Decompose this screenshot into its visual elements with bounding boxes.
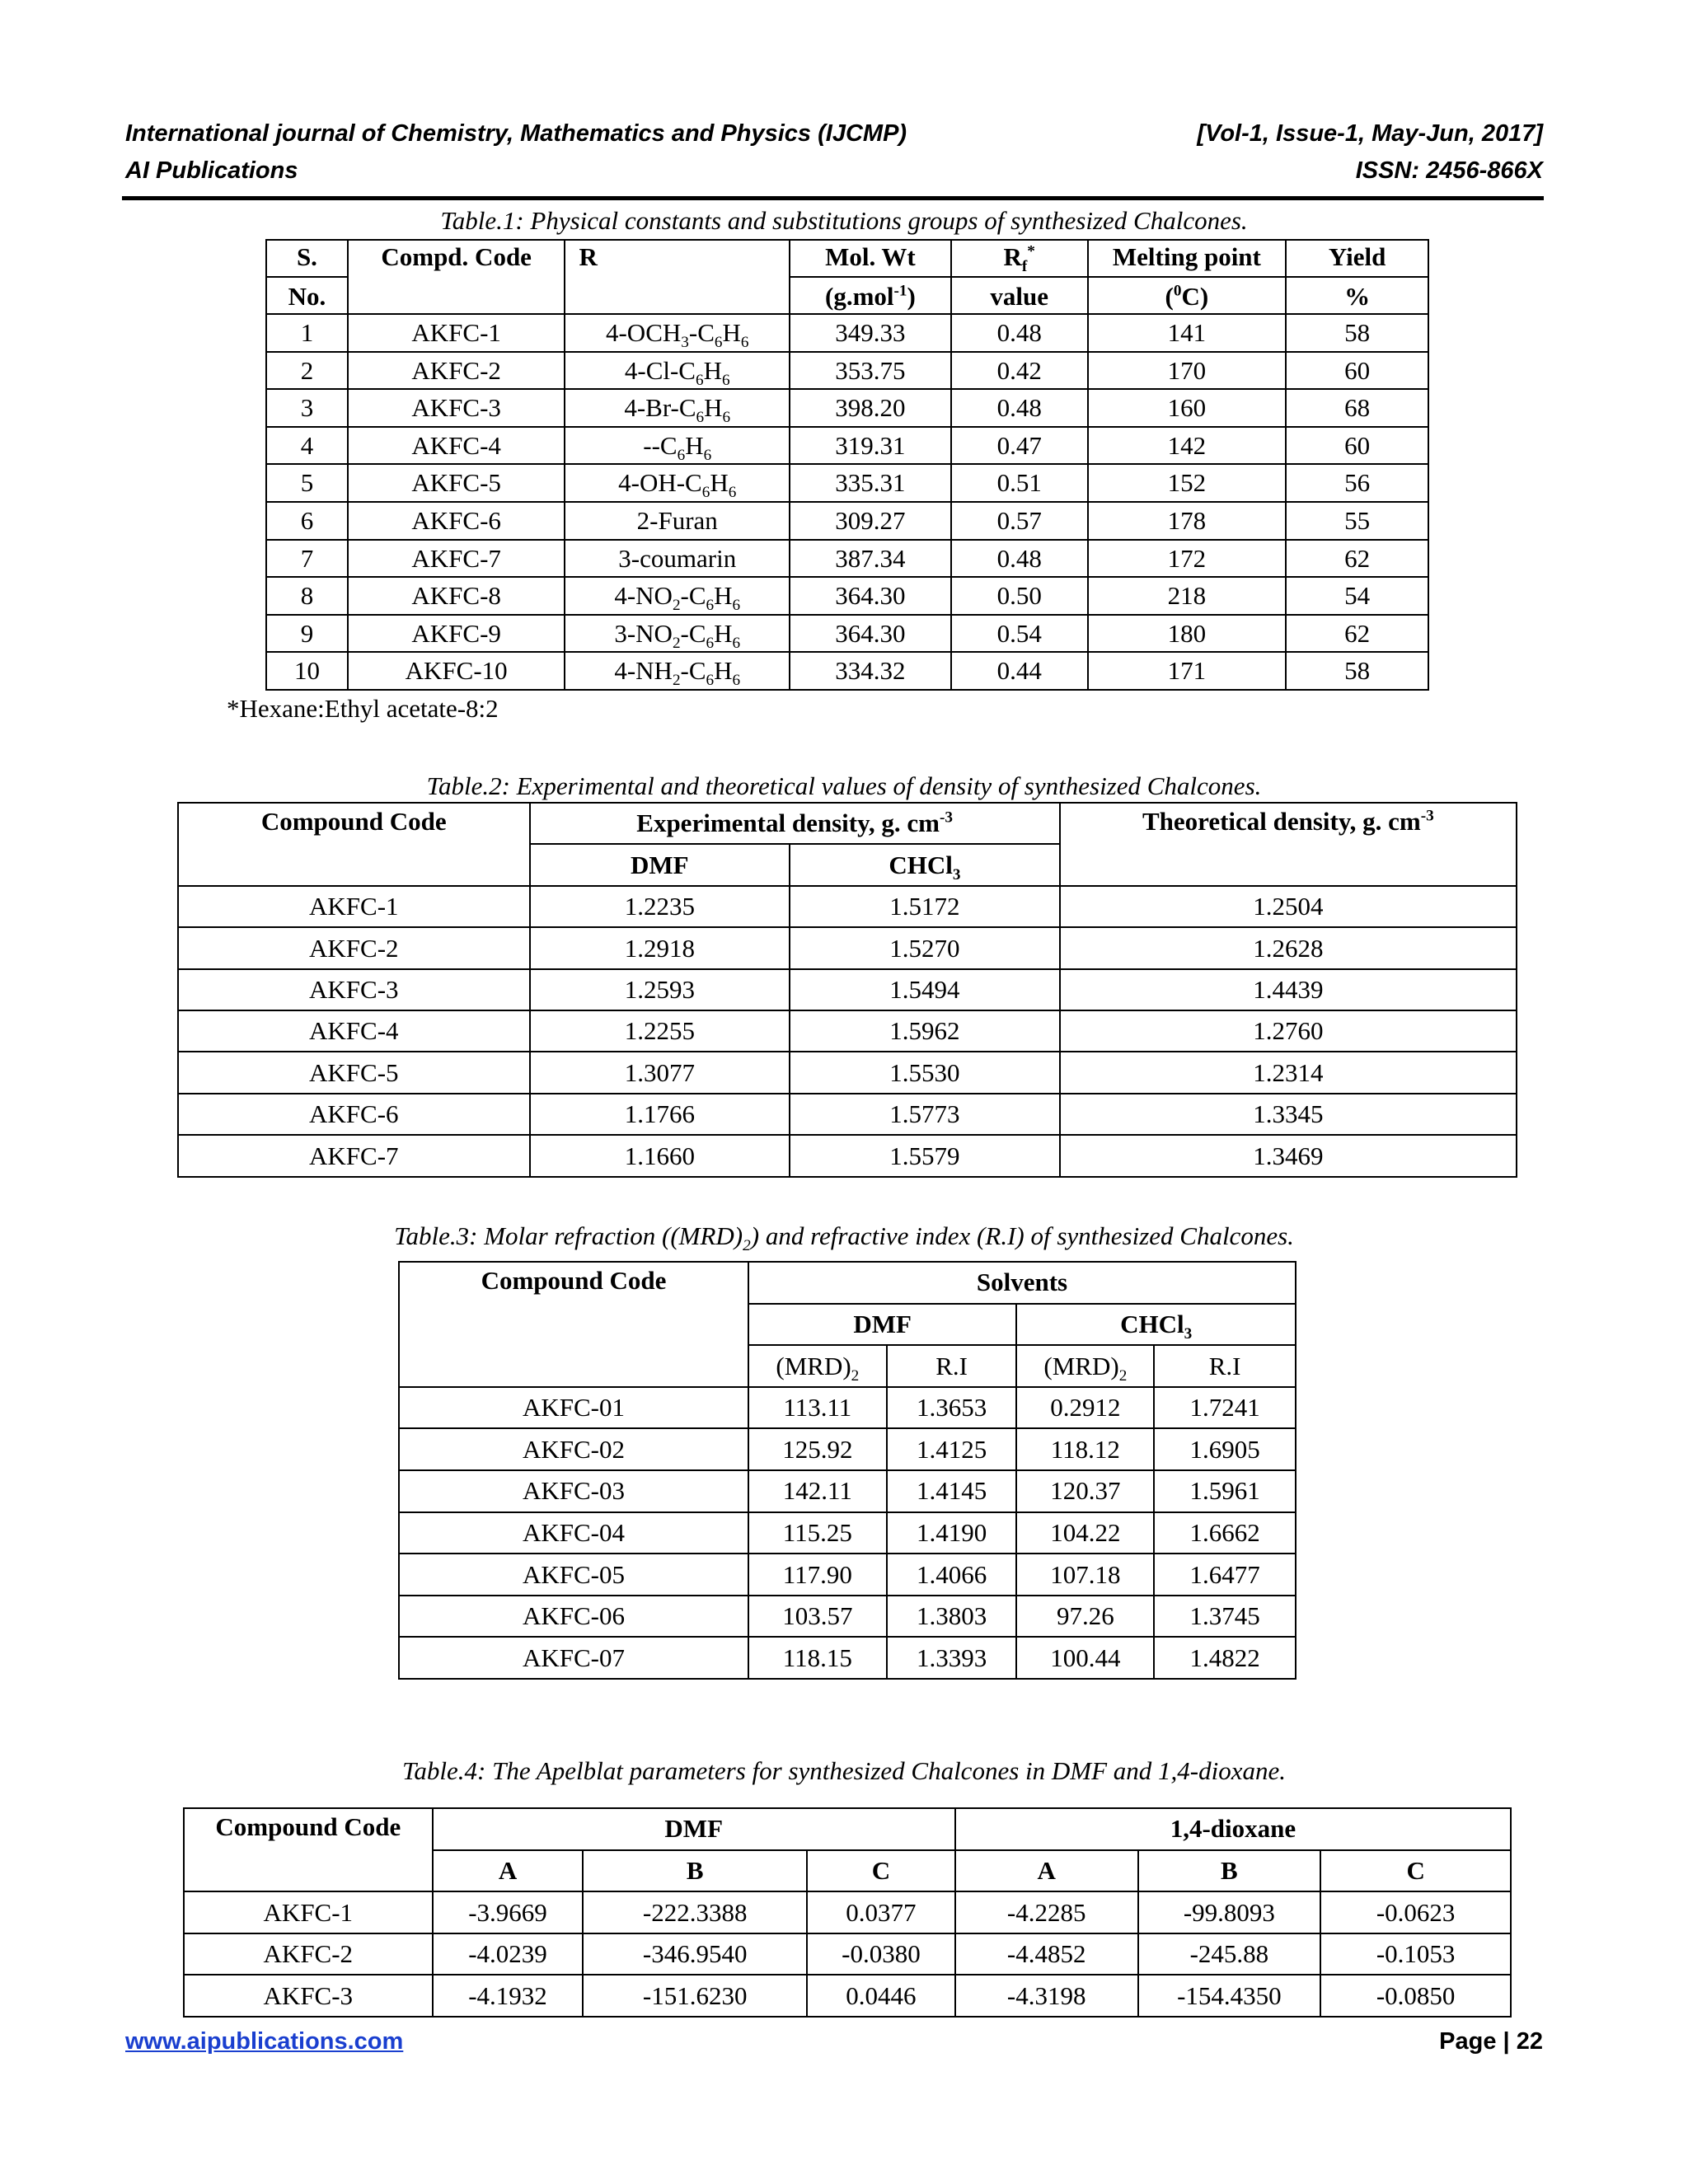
table4 — [183, 1807, 1512, 2018]
th-dmf: DMF — [530, 844, 790, 885]
table-row — [184, 1891, 1511, 1933]
dmf-c-cell: -0.0380 — [807, 1933, 955, 1975]
table-row — [266, 314, 1428, 352]
th-r: R — [565, 240, 790, 314]
page-number: Page | 22 — [1439, 2028, 1543, 2055]
compound-code-cell: AKFC-06 — [399, 1596, 748, 1638]
dmf-density-cell: 1.1660 — [530, 1135, 790, 1176]
compound-code-cell: AKFC-7 — [348, 540, 565, 578]
table2-body — [178, 886, 1517, 1177]
chcl3-mrd-cell: 100.44 — [1016, 1637, 1154, 1679]
th-mp-unit: ($^0$C) — [1088, 277, 1287, 314]
chcl3-ri-cell: 1.4822 — [1154, 1637, 1296, 1679]
dmf-density-cell: 1.2593 — [530, 969, 790, 1010]
dmf-b-cell: -346.9540 — [583, 1933, 807, 1975]
rf-value-cell: 0.44 — [951, 652, 1088, 690]
publisher-name: AI Publications — [125, 157, 298, 184]
dmf-density-cell: 1.1766 — [530, 1094, 790, 1135]
compound-code-cell: AKFC-1 — [184, 1891, 433, 1933]
compound-code-cell: AKFC-01 — [399, 1387, 748, 1429]
compound-code-cell: AKFC-5 — [178, 1052, 530, 1093]
chcl3-density-cell: 1.5962 — [790, 1010, 1060, 1052]
dmf-b-cell: -151.6230 — [583, 1975, 807, 2017]
table-row — [178, 1135, 1517, 1176]
theoretical-density-cell: 1.2504 — [1060, 886, 1517, 927]
rf-value-cell: 0.48 — [951, 314, 1088, 352]
mol-wt-cell: 319.31 — [790, 427, 951, 465]
mol-wt-cell: 309.27 — [790, 502, 951, 540]
theoretical-density-cell: 1.3469 — [1060, 1135, 1517, 1176]
table-row — [178, 927, 1517, 968]
rf-value-cell: 0.54 — [951, 615, 1088, 653]
theoretical-density-cell: 1.2314 — [1060, 1052, 1517, 1093]
chcl3-ri-cell: 1.6905 — [1154, 1428, 1296, 1470]
th-experimental-density: Experimental density, g. $cm^{-3}$ — [530, 803, 1060, 844]
compound-code-cell: AKFC-1 — [178, 886, 530, 927]
th-yield-unit: % — [1286, 277, 1428, 314]
melting-point-cell: 170 — [1088, 352, 1287, 390]
th-dmf-a: A — [433, 1850, 584, 1892]
dmf-a-cell: -4.0239 — [433, 1933, 584, 1975]
theoretical-density-cell: 1.2760 — [1060, 1010, 1517, 1052]
rf-value-cell: 0.47 — [951, 427, 1088, 465]
th-compd-code: Compd. Code — [348, 240, 565, 314]
compound-code-cell: AKFC-3 — [184, 1975, 433, 2017]
table1 — [265, 239, 1429, 691]
publisher-link[interactable]: www.aipublications.com — [125, 2028, 404, 2055]
dmf-density-cell: 1.2918 — [530, 927, 790, 968]
table-row — [184, 1933, 1511, 1975]
table1-header-row-1 — [266, 240, 1428, 277]
mol-wt-cell: 364.30 — [790, 577, 951, 615]
table-row — [184, 1975, 1511, 2017]
table4-caption: Table.4: The Apelblat parameters for synthesized Chalcones in DMF and 1,4-dioxane. — [402, 1756, 1286, 1785]
substituent-cell: $3-NO_2-C_6H_6$ — [565, 615, 790, 653]
dioxane-c-cell: -0.0623 — [1320, 1891, 1511, 1933]
compound-code-cell: AKFC-4 — [178, 1010, 530, 1052]
melting-point-cell: 142 — [1088, 427, 1287, 465]
table-row — [399, 1428, 1296, 1470]
compound-code-cell: AKFC-04 — [399, 1512, 748, 1554]
journal-title: International journal of Chemistry, Mathematics and Physics (IJCMP) — [125, 120, 907, 147]
compound-code-cell: AKFC-3 — [178, 969, 530, 1010]
th-yield: Yield — [1286, 240, 1428, 277]
melting-point-cell: 218 — [1088, 577, 1287, 615]
th-melting-point: Melting point — [1088, 240, 1287, 277]
dmf-density-cell: 1.2235 — [530, 886, 790, 927]
compound-code-cell: AKFC-1 — [348, 314, 565, 352]
sno-cell: 10 — [266, 652, 348, 690]
table-row — [399, 1387, 1296, 1429]
chcl3-ri-cell: 1.5961 — [1154, 1470, 1296, 1512]
th-chcl3-mrd: $(MRD)_2$ — [1016, 1345, 1154, 1387]
th-dmf-ri: R.I — [887, 1345, 1017, 1387]
dmf-density-cell: 1.3077 — [530, 1052, 790, 1093]
compound-code-cell: AKFC-6 — [178, 1094, 530, 1135]
yield-cell: 58 — [1286, 314, 1428, 352]
th-dmf: DMF — [748, 1304, 1017, 1346]
sno-cell: 9 — [266, 615, 348, 653]
table-row — [399, 1637, 1296, 1679]
dmf-b-cell: -222.3388 — [583, 1891, 807, 1933]
yield-cell: 58 — [1286, 652, 1428, 690]
table-row — [266, 540, 1428, 578]
substituent-cell: $4-OCH_3-C_6H_6$ — [565, 314, 790, 352]
dmf-mrd-cell: 142.11 — [748, 1470, 887, 1512]
mol-wt-cell: 364.30 — [790, 615, 951, 653]
sno-cell: 4 — [266, 427, 348, 465]
compound-code-cell: AKFC-3 — [348, 389, 565, 427]
table2-caption: Table.2: Experimental and theoretical values of density of synthesized Chalcones. — [426, 771, 1262, 800]
theoretical-density-cell: 1.4439 — [1060, 969, 1517, 1010]
dioxane-b-cell: -245.88 — [1138, 1933, 1321, 1975]
yield-cell: 54 — [1286, 577, 1428, 615]
dmf-c-cell: 0.0377 — [807, 1891, 955, 1933]
substituent-cell: $4-OH-C_6H_6$ — [565, 464, 790, 502]
table2-header-row-1 — [178, 803, 1517, 844]
dioxane-c-cell: -0.1053 — [1320, 1933, 1511, 1975]
dmf-mrd-cell: 118.15 — [748, 1637, 887, 1679]
chcl3-mrd-cell: 0.2912 — [1016, 1387, 1154, 1429]
substituent-cell: $4-NO_2-C_6H_6$ — [565, 577, 790, 615]
table3-header-row-1 — [399, 1262, 1296, 1304]
substituent-cell: $--C_6H_6$ — [565, 427, 790, 465]
melting-point-cell: 141 — [1088, 314, 1287, 352]
table-row — [266, 502, 1428, 540]
dmf-ri-cell: 1.4125 — [887, 1428, 1017, 1470]
mol-wt-cell: 398.20 — [790, 389, 951, 427]
table-row — [178, 886, 1517, 927]
dmf-mrd-cell: 113.11 — [748, 1387, 887, 1429]
chcl3-density-cell: 1.5579 — [790, 1135, 1060, 1176]
th-dioxane-a: A — [955, 1850, 1138, 1892]
dmf-a-cell: -3.9669 — [433, 1891, 584, 1933]
yield-cell: 62 — [1286, 615, 1428, 653]
th-dioxane-b: B — [1138, 1850, 1321, 1892]
mol-wt-cell: 353.75 — [790, 352, 951, 390]
sno-cell: 6 — [266, 502, 348, 540]
chcl3-density-cell: 1.5494 — [790, 969, 1060, 1010]
compound-code-cell: AKFC-8 — [348, 577, 565, 615]
substituent-cell: $4-Cl-C_6H_6$ — [565, 352, 790, 390]
th-dioxane: 1,4-dioxane — [955, 1808, 1511, 1850]
table3-caption: Table.3: Molar refraction $((MRD)_2)$ and refractive index (R.I) of synthesized Chalcones. — [394, 1221, 1294, 1255]
dmf-ri-cell: 1.4145 — [887, 1470, 1017, 1512]
yield-cell: 68 — [1286, 389, 1428, 427]
chcl3-density-cell: 1.5172 — [790, 886, 1060, 927]
dmf-mrd-cell: 115.25 — [748, 1512, 887, 1554]
table1-body — [266, 314, 1428, 690]
rf-value-cell: 0.48 — [951, 540, 1088, 578]
dioxane-c-cell: -0.0850 — [1320, 1975, 1511, 2017]
table-row — [266, 427, 1428, 465]
chcl3-density-cell: 1.5773 — [790, 1094, 1060, 1135]
th-rf-value: value — [951, 277, 1088, 314]
chcl3-ri-cell: 1.6662 — [1154, 1512, 1296, 1554]
dioxane-b-cell: -154.4350 — [1138, 1975, 1321, 2017]
compound-code-cell: AKFC-7 — [178, 1135, 530, 1176]
sno-cell: 8 — [266, 577, 348, 615]
dmf-ri-cell: 1.4066 — [887, 1554, 1017, 1596]
table-row — [266, 652, 1428, 690]
compound-code-cell: AKFC-10 — [348, 652, 565, 690]
melting-point-cell: 171 — [1088, 652, 1287, 690]
sno-cell: 7 — [266, 540, 348, 578]
rf-value-cell: 0.50 — [951, 577, 1088, 615]
table4-header-row-1 — [184, 1808, 1511, 1850]
dmf-ri-cell: 1.4190 — [887, 1512, 1017, 1554]
rf-value-cell: 0.48 — [951, 389, 1088, 427]
th-mol-wt-unit: (g.mol$^{-1}$) — [790, 277, 951, 314]
th-rf: $R_f^*$ — [951, 240, 1088, 277]
th-mol-wt: Mol. Wt — [790, 240, 951, 277]
dmf-mrd-cell: 125.92 — [748, 1428, 887, 1470]
table4-body — [184, 1891, 1511, 2017]
compound-code-cell: AKFC-4 — [348, 427, 565, 465]
dmf-mrd-cell: 117.90 — [748, 1554, 887, 1596]
substituent-cell: 3-coumarin — [565, 540, 790, 578]
table2 — [177, 802, 1517, 1178]
table-row — [266, 615, 1428, 653]
th-dmf-c: C — [807, 1850, 955, 1892]
yield-cell: 60 — [1286, 352, 1428, 390]
table-row — [399, 1512, 1296, 1554]
table-row — [399, 1554, 1296, 1596]
melting-point-cell: 172 — [1088, 540, 1287, 578]
chcl3-mrd-cell: 107.18 — [1016, 1554, 1154, 1596]
table1-footnote: *Hexane:Ethyl acetate-8:2 — [227, 694, 499, 723]
table-row — [266, 577, 1428, 615]
mol-wt-cell: 334.32 — [790, 652, 951, 690]
mol-wt-cell: 335.31 — [790, 464, 951, 502]
th-chcl3-ri: R.I — [1154, 1345, 1296, 1387]
melting-point-cell: 178 — [1088, 502, 1287, 540]
th-dmf-b: B — [583, 1850, 807, 1892]
dioxane-b-cell: -99.8093 — [1138, 1891, 1321, 1933]
th-dmf-mrd: $(MRD)_2$ — [748, 1345, 887, 1387]
compound-code-cell: AKFC-2 — [178, 927, 530, 968]
th-sno: S. — [266, 240, 348, 277]
issn: ISSN: 2456-866X — [1355, 157, 1543, 184]
table-row — [178, 969, 1517, 1010]
yield-cell: 56 — [1286, 464, 1428, 502]
rf-value-cell: 0.42 — [951, 352, 1088, 390]
mol-wt-cell: 349.33 — [790, 314, 951, 352]
volume-info: [Vol-1, Issue-1, May-Jun, 2017] — [1197, 120, 1543, 147]
th-solvents: Solvents — [748, 1262, 1296, 1304]
th-compound-code: Compound Code — [184, 1808, 433, 1891]
yield-cell: 60 — [1286, 427, 1428, 465]
substituent-cell: 2-Furan — [565, 502, 790, 540]
compound-code-cell: AKFC-03 — [399, 1470, 748, 1512]
yield-cell: 62 — [1286, 540, 1428, 578]
th-dmf: DMF — [433, 1808, 955, 1850]
dmf-mrd-cell: 103.57 — [748, 1596, 887, 1638]
table-row — [266, 352, 1428, 390]
dioxane-a-cell: -4.2285 — [955, 1891, 1138, 1933]
chcl3-mrd-cell: 120.37 — [1016, 1470, 1154, 1512]
chcl3-ri-cell: 1.7241 — [1154, 1387, 1296, 1429]
rf-value-cell: 0.57 — [951, 502, 1088, 540]
dmf-a-cell: -4.1932 — [433, 1975, 584, 2017]
table1-caption: Table.1: Physical constants and substitutions groups of synthesized Chalcones. — [440, 206, 1248, 235]
substituent-cell: $4-NH_2-C_6H_6$ — [565, 652, 790, 690]
sno-cell: 3 — [266, 389, 348, 427]
chcl3-density-cell: 1.5530 — [790, 1052, 1060, 1093]
table3 — [398, 1261, 1296, 1680]
table-row — [266, 389, 1428, 427]
th-theoretical-density: Theoretical density, g. $cm^{-3}$ — [1060, 803, 1517, 886]
table3-body — [399, 1387, 1296, 1679]
melting-point-cell: 180 — [1088, 615, 1287, 653]
mol-wt-cell: 387.34 — [790, 540, 951, 578]
table-row — [266, 464, 1428, 502]
compound-code-cell: AKFC-2 — [184, 1933, 433, 1975]
th-sno-2: No. — [266, 277, 348, 314]
chcl3-mrd-cell: 97.26 — [1016, 1596, 1154, 1638]
th-chcl3: CHCl$_3$ — [1016, 1304, 1296, 1346]
compound-code-cell: AKFC-9 — [348, 615, 565, 653]
chcl3-ri-cell: 1.6477 — [1154, 1554, 1296, 1596]
compound-code-cell: AKFC-2 — [348, 352, 565, 390]
dmf-ri-cell: 1.3393 — [887, 1637, 1017, 1679]
chcl3-mrd-cell: 118.12 — [1016, 1428, 1154, 1470]
table-row — [178, 1094, 1517, 1135]
dioxane-a-cell: -4.4852 — [955, 1933, 1138, 1975]
header-rule — [122, 196, 1544, 200]
table-row — [399, 1596, 1296, 1638]
compound-code-cell: AKFC-5 — [348, 464, 565, 502]
melting-point-cell: 152 — [1088, 464, 1287, 502]
table-row — [399, 1470, 1296, 1512]
chcl3-mrd-cell: 104.22 — [1016, 1512, 1154, 1554]
dmf-c-cell: 0.0446 — [807, 1975, 955, 2017]
sno-cell: 5 — [266, 464, 348, 502]
compound-code-cell: AKFC-05 — [399, 1554, 748, 1596]
compound-code-cell: AKFC-6 — [348, 502, 565, 540]
theoretical-density-cell: 1.3345 — [1060, 1094, 1517, 1135]
sno-cell: 1 — [266, 314, 348, 352]
rf-value-cell: 0.51 — [951, 464, 1088, 502]
th-compound-code: Compound Code — [399, 1262, 748, 1387]
substituent-cell: $4-Br-C_6H_6$ — [565, 389, 790, 427]
chcl3-ri-cell: 1.3745 — [1154, 1596, 1296, 1638]
th-chcl3: CHCl$_3$ — [790, 844, 1060, 885]
dmf-ri-cell: 1.3653 — [887, 1387, 1017, 1429]
theoretical-density-cell: 1.2628 — [1060, 927, 1517, 968]
compound-code-cell: AKFC-02 — [399, 1428, 748, 1470]
table-row — [178, 1010, 1517, 1052]
sno-cell: 2 — [266, 352, 348, 390]
dmf-ri-cell: 1.3803 — [887, 1596, 1017, 1638]
dmf-density-cell: 1.2255 — [530, 1010, 790, 1052]
compound-code-cell: AKFC-07 — [399, 1637, 748, 1679]
dioxane-a-cell: -4.3198 — [955, 1975, 1138, 2017]
chcl3-density-cell: 1.5270 — [790, 927, 1060, 968]
yield-cell: 55 — [1286, 502, 1428, 540]
th-compound-code: Compound Code — [178, 803, 530, 886]
th-dioxane-c: C — [1320, 1850, 1511, 1892]
table-row — [178, 1052, 1517, 1093]
melting-point-cell: 160 — [1088, 389, 1287, 427]
